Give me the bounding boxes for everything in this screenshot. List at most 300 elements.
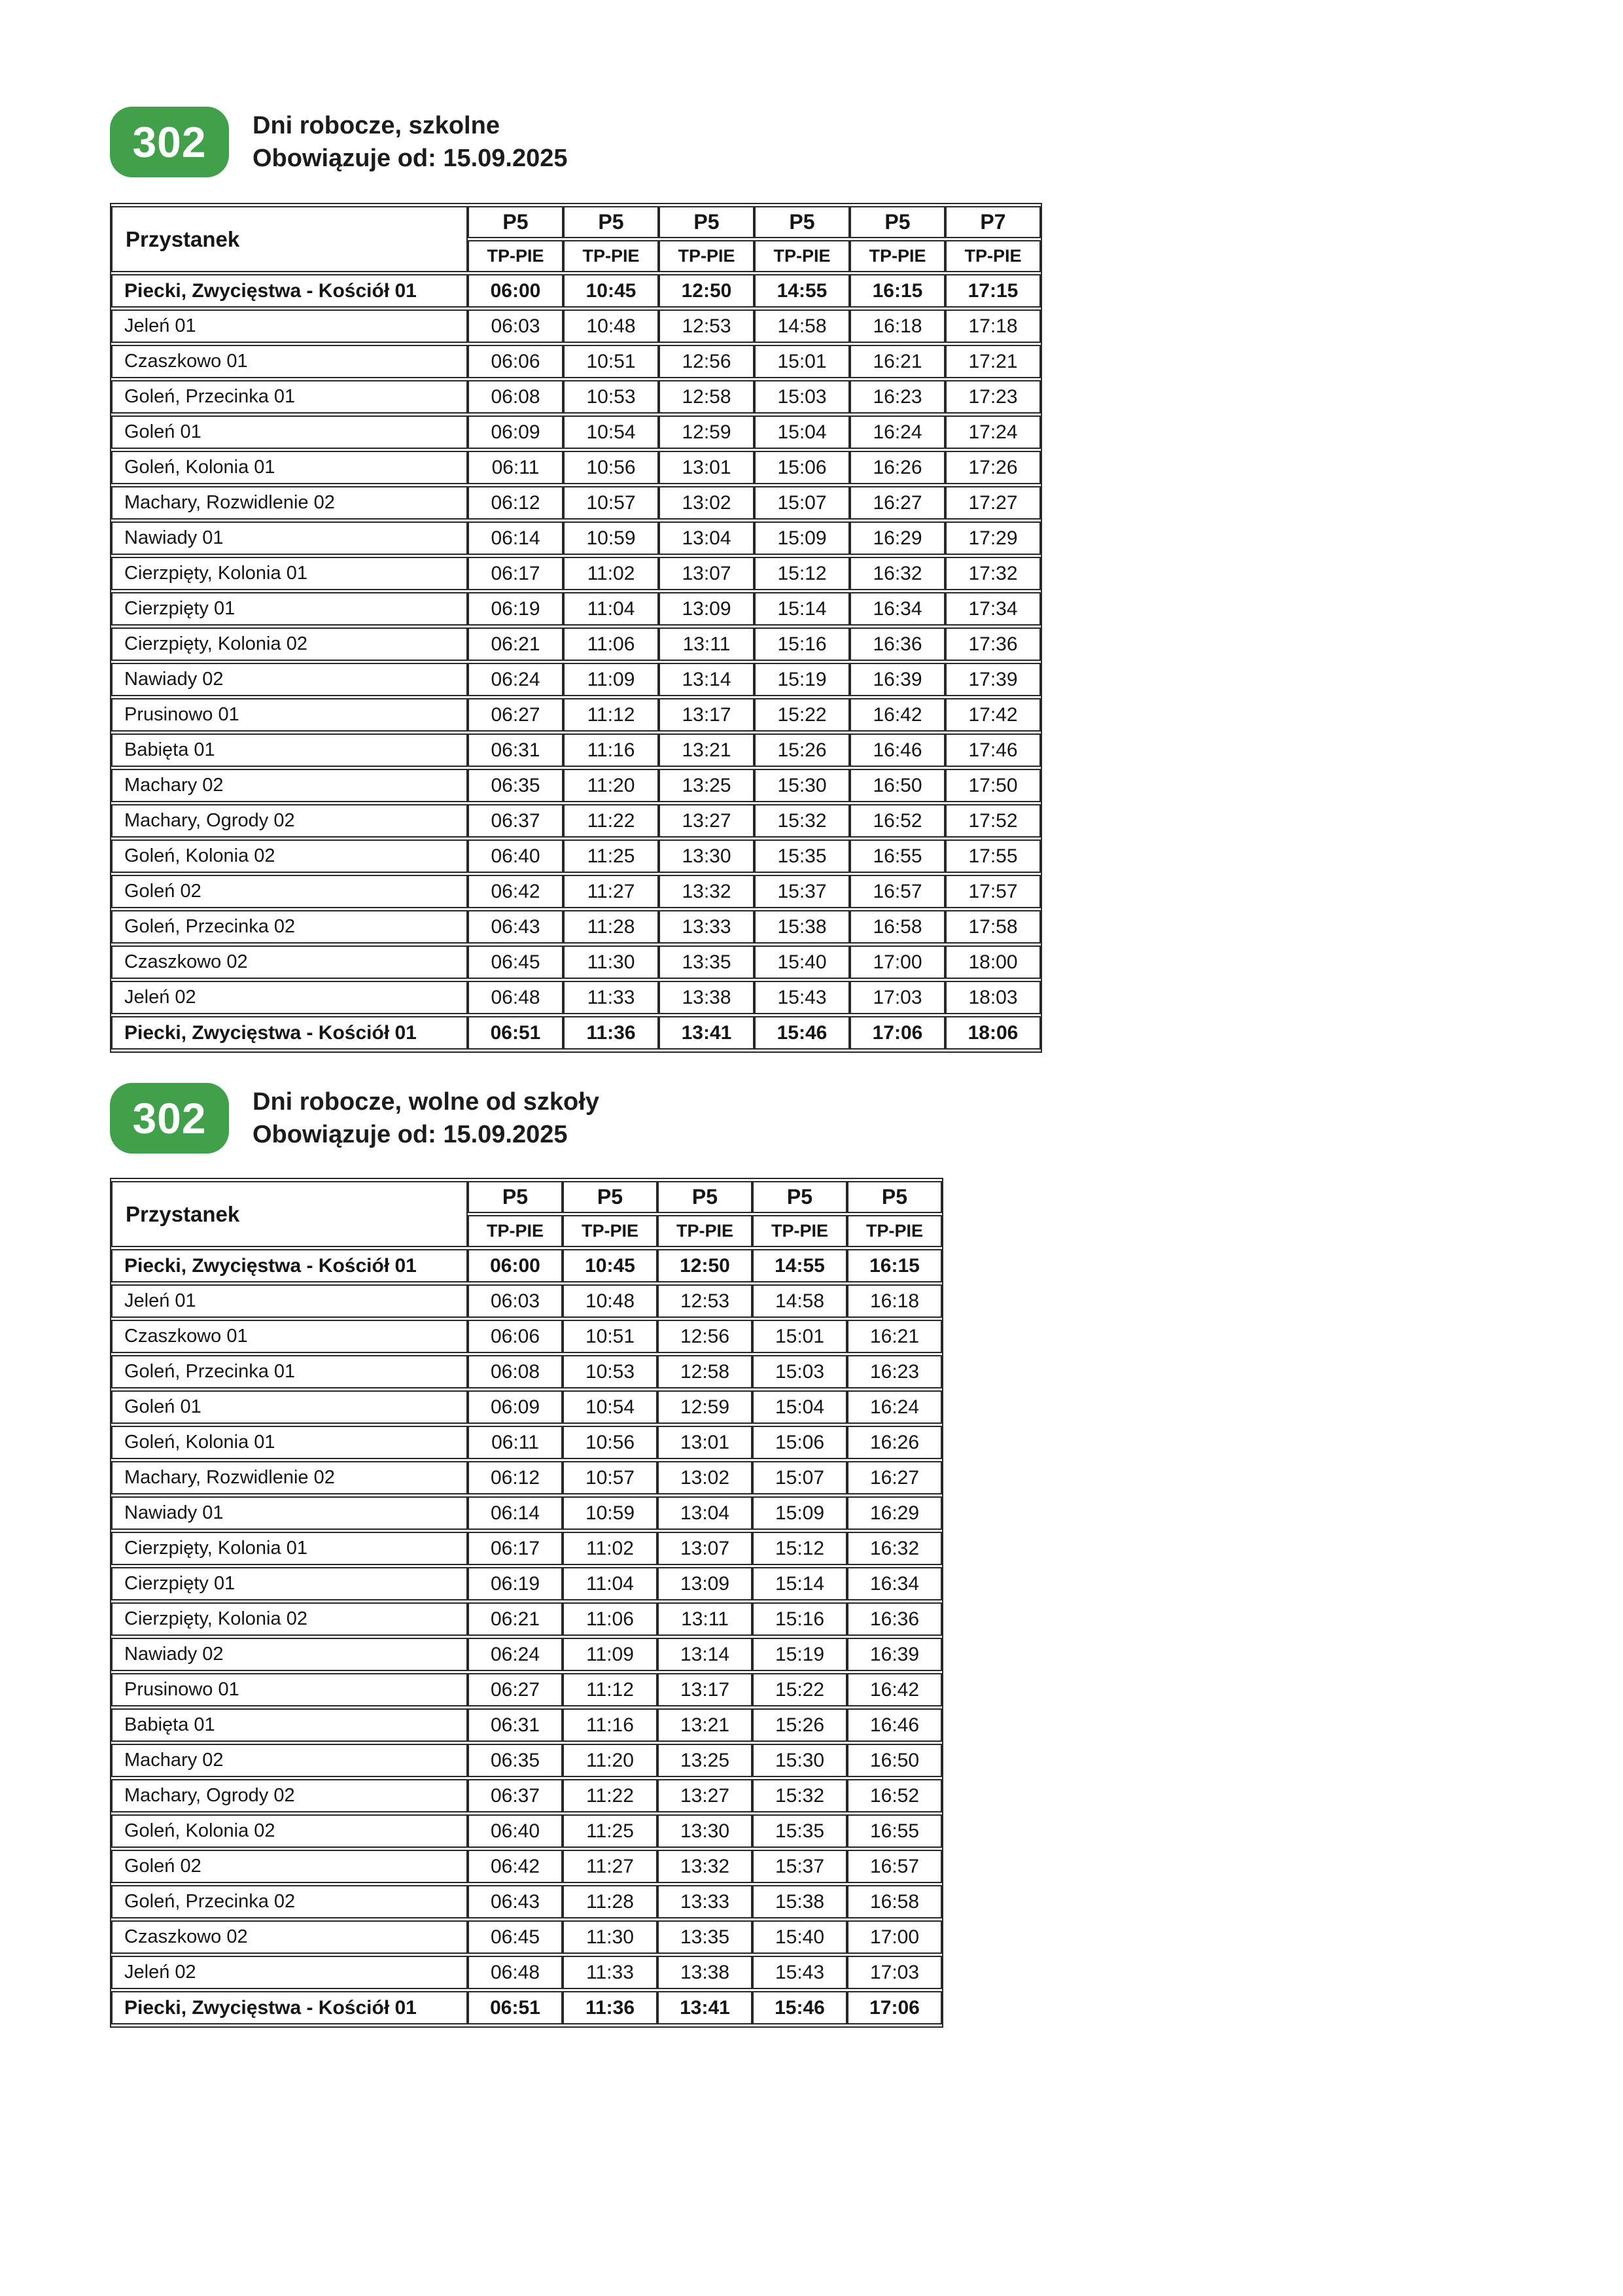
stop-cell: Goleń, Przecinka 01	[111, 380, 468, 414]
time-cell: 13:14	[659, 663, 754, 696]
time-cell: 06:43	[468, 1885, 563, 1918]
time-cell: 16:55	[850, 839, 945, 873]
table-row	[111, 839, 1041, 873]
time-cell: 06:00	[468, 1249, 563, 1282]
time-cell: 11:04	[563, 1567, 657, 1600]
stop-cell: Cierzpięty, Kolonia 01	[111, 1532, 468, 1565]
time-cell: 16:29	[847, 1496, 942, 1530]
time-cell: 06:42	[468, 1850, 563, 1883]
route-number: 302	[132, 1094, 207, 1142]
table-row	[111, 1779, 942, 1812]
stop-header-cell: Przystanek	[111, 1181, 468, 1247]
time-cell: 11:27	[563, 1850, 657, 1883]
table-row	[111, 875, 1041, 908]
time-cell: 15:16	[754, 627, 850, 661]
table-row	[111, 1638, 942, 1671]
table-row	[111, 769, 1041, 802]
time-cell: 17:34	[945, 592, 1041, 626]
time-cell: 11:02	[563, 557, 659, 590]
time-cell: 06:35	[468, 1744, 563, 1777]
time-cell: 17:24	[945, 415, 1041, 449]
time-cell: 11:06	[563, 627, 659, 661]
time-cell: 06:19	[468, 592, 563, 626]
time-cell: 06:00	[468, 274, 563, 308]
time-cell: 15:01	[752, 1320, 847, 1353]
time-cell: 11:20	[563, 769, 659, 802]
route-number: 302	[132, 118, 207, 166]
table-row	[111, 1426, 942, 1459]
vehicle-header-cell: P5	[754, 206, 850, 238]
table-row	[111, 733, 1041, 767]
section-titles	[253, 107, 568, 175]
stop-cell: Machary, Rozwidlenie 02	[111, 486, 468, 520]
time-cell: 13:38	[657, 1956, 752, 1989]
table-row	[111, 1602, 942, 1636]
time-cell: 15:06	[754, 451, 850, 484]
table-row	[111, 1708, 942, 1742]
table-row	[111, 557, 1041, 590]
time-cell: 06:27	[468, 1673, 563, 1706]
table-row	[111, 1673, 942, 1706]
table-row	[111, 1016, 1041, 1050]
table-row	[111, 1567, 942, 1600]
time-cell: 13:21	[659, 733, 754, 767]
time-cell: 14:58	[754, 309, 850, 343]
table-row	[111, 1991, 942, 2024]
time-cell: 13:25	[659, 769, 754, 802]
relation-header-cell: TP-PIE	[468, 1215, 563, 1247]
time-cell: 13:17	[657, 1673, 752, 1706]
relation-header-cell: TP-PIE	[945, 240, 1041, 272]
stop-cell: Machary 02	[111, 769, 468, 802]
table-row	[111, 380, 1041, 414]
table-row	[111, 415, 1041, 449]
stop-cell: Nawiady 01	[111, 1496, 468, 1530]
time-cell: 12:53	[659, 309, 754, 343]
time-cell: 16:26	[847, 1426, 942, 1459]
time-cell: 13:33	[659, 910, 754, 944]
time-cell: 16:21	[850, 345, 945, 378]
vehicle-header-cell: P5	[468, 206, 563, 238]
time-cell: 15:35	[752, 1814, 847, 1848]
stop-cell: Czaszkowo 01	[111, 345, 468, 378]
time-cell: 10:51	[563, 345, 659, 378]
time-cell: 16:36	[847, 1602, 942, 1636]
table-row	[111, 1956, 942, 1989]
time-cell: 15:03	[754, 380, 850, 414]
table-row	[111, 1496, 942, 1530]
time-cell: 17:36	[945, 627, 1041, 661]
route-badge	[110, 107, 229, 177]
relation-header-cell: TP-PIE	[563, 1215, 657, 1247]
time-cell: 13:04	[657, 1496, 752, 1530]
stop-cell: Machary, Rozwidlenie 02	[111, 1461, 468, 1494]
time-cell: 15:12	[752, 1532, 847, 1565]
vehicle-header-cell: P5	[468, 1181, 563, 1213]
time-cell: 16:39	[850, 663, 945, 696]
time-cell: 06:09	[468, 1390, 563, 1424]
vehicle-header-cell: P5	[563, 1181, 657, 1213]
time-cell: 13:09	[659, 592, 754, 626]
time-cell: 15:14	[754, 592, 850, 626]
service-type-title: Dni robocze, wolne od szkoły	[253, 1088, 599, 1116]
table-row	[111, 592, 1041, 626]
relation-header-cell: TP-PIE	[754, 240, 850, 272]
time-cell: 13:35	[657, 1920, 752, 1954]
time-cell: 10:48	[563, 309, 659, 343]
time-cell: 17:46	[945, 733, 1041, 767]
table-row	[111, 1814, 942, 1848]
time-cell: 15:12	[754, 557, 850, 590]
time-cell: 15:32	[752, 1779, 847, 1812]
time-cell: 17:39	[945, 663, 1041, 696]
time-cell: 06:45	[468, 945, 563, 979]
time-cell: 10:59	[563, 521, 659, 555]
stop-cell: Piecki, Zwycięstwa - Kościół 01	[111, 1016, 468, 1050]
time-cell: 13:30	[657, 1814, 752, 1848]
time-cell: 13:01	[657, 1426, 752, 1459]
time-cell: 16:18	[850, 309, 945, 343]
table-row	[111, 1532, 942, 1565]
table-row	[111, 1461, 942, 1494]
time-cell: 06:12	[468, 486, 563, 520]
time-cell: 16:55	[847, 1814, 942, 1848]
time-cell: 16:58	[850, 910, 945, 944]
time-cell: 17:00	[847, 1920, 942, 1954]
time-cell: 12:56	[659, 345, 754, 378]
time-cell: 15:16	[752, 1602, 847, 1636]
time-cell: 15:38	[754, 910, 850, 944]
stop-cell: Czaszkowo 02	[111, 945, 468, 979]
time-cell: 17:06	[847, 1991, 942, 2024]
stop-cell: Goleń 01	[111, 1390, 468, 1424]
time-cell: 15:26	[752, 1708, 847, 1742]
service-type-title: Dni robocze, szkolne	[253, 112, 500, 139]
time-cell: 11:33	[563, 1956, 657, 1989]
relation-header-cell: TP-PIE	[752, 1215, 847, 1247]
vehicle-header-cell: P5	[850, 206, 945, 238]
stop-cell: Prusinowo 01	[111, 1673, 468, 1706]
time-cell: 06:11	[468, 451, 563, 484]
stop-cell: Babięta 01	[111, 1708, 468, 1742]
stop-cell: Goleń 02	[111, 1850, 468, 1883]
time-cell: 10:51	[563, 1320, 657, 1353]
time-cell: 17:42	[945, 698, 1041, 732]
time-cell: 15:04	[752, 1390, 847, 1424]
time-cell: 15:30	[754, 769, 850, 802]
time-cell: 15:03	[752, 1355, 847, 1388]
stop-cell: Nawiady 02	[111, 1638, 468, 1671]
stop-cell: Nawiady 02	[111, 663, 468, 696]
table-row	[111, 698, 1041, 732]
time-cell: 13:02	[657, 1461, 752, 1494]
time-cell: 13:30	[659, 839, 754, 873]
section-header-school	[110, 107, 568, 177]
stop-cell: Goleń, Kolonia 02	[111, 1814, 468, 1848]
time-cell: 16:36	[850, 627, 945, 661]
time-cell: 15:19	[752, 1638, 847, 1671]
time-cell: 11:16	[563, 733, 659, 767]
table-row	[111, 1885, 942, 1918]
table-row	[111, 1390, 942, 1424]
time-cell: 10:53	[563, 1355, 657, 1388]
time-cell: 17:29	[945, 521, 1041, 555]
time-cell: 11:20	[563, 1744, 657, 1777]
time-cell: 13:11	[657, 1602, 752, 1636]
table-row	[111, 804, 1041, 838]
time-cell: 11:28	[563, 1885, 657, 1918]
time-cell: 12:59	[657, 1390, 752, 1424]
time-cell: 06:11	[468, 1426, 563, 1459]
time-cell: 17:52	[945, 804, 1041, 838]
time-cell: 11:36	[563, 1016, 659, 1050]
time-cell: 17:03	[850, 981, 945, 1014]
time-cell: 17:27	[945, 486, 1041, 520]
time-cell: 06:45	[468, 1920, 563, 1954]
time-cell: 16:34	[850, 592, 945, 626]
time-cell: 17:55	[945, 839, 1041, 873]
stop-cell: Goleń, Kolonia 01	[111, 1426, 468, 1459]
time-cell: 13:32	[659, 875, 754, 908]
timetable-table-holiday	[110, 1178, 943, 2028]
time-cell: 17:18	[945, 309, 1041, 343]
vehicle-header-cell: P5	[657, 1181, 752, 1213]
time-cell: 16:27	[847, 1461, 942, 1494]
time-cell: 11:09	[563, 1638, 657, 1671]
time-cell: 06:19	[468, 1567, 563, 1600]
time-cell: 10:45	[563, 274, 659, 308]
stop-cell: Goleń, Przecinka 01	[111, 1355, 468, 1388]
time-cell: 06:24	[468, 1638, 563, 1671]
time-cell: 15:46	[752, 1991, 847, 2024]
time-cell: 18:00	[945, 945, 1041, 979]
time-cell: 16:52	[847, 1779, 942, 1812]
time-cell: 13:32	[657, 1850, 752, 1883]
time-cell: 06:03	[468, 309, 563, 343]
time-cell: 14:55	[754, 274, 850, 308]
time-cell: 13:04	[659, 521, 754, 555]
time-cell: 06:12	[468, 1461, 563, 1494]
stop-cell: Goleń, Kolonia 01	[111, 451, 468, 484]
stop-cell: Goleń 01	[111, 415, 468, 449]
time-cell: 15:22	[752, 1673, 847, 1706]
time-cell: 06:21	[468, 1602, 563, 1636]
time-cell: 16:29	[850, 521, 945, 555]
time-cell: 13:33	[657, 1885, 752, 1918]
time-cell: 16:27	[850, 486, 945, 520]
time-cell: 16:57	[850, 875, 945, 908]
time-cell: 10:57	[563, 486, 659, 520]
time-cell: 17:03	[847, 1956, 942, 1989]
time-cell: 06:51	[468, 1991, 563, 2024]
route-badge	[110, 1083, 229, 1154]
time-cell: 12:58	[657, 1355, 752, 1388]
vehicle-header-cell: P5	[659, 206, 754, 238]
time-cell: 15:43	[754, 981, 850, 1014]
time-cell: 13:17	[659, 698, 754, 732]
header-row-vehicles	[111, 206, 1041, 238]
time-cell: 16:18	[847, 1284, 942, 1318]
time-cell: 16:50	[850, 769, 945, 802]
time-cell: 10:53	[563, 380, 659, 414]
time-cell: 15:32	[754, 804, 850, 838]
time-cell: 13:27	[657, 1779, 752, 1812]
stop-cell: Jeleń 01	[111, 309, 468, 343]
time-cell: 10:59	[563, 1496, 657, 1530]
time-cell: 16:46	[847, 1708, 942, 1742]
time-cell: 14:55	[752, 1249, 847, 1282]
time-cell: 16:34	[847, 1567, 942, 1600]
time-cell: 15:07	[754, 486, 850, 520]
time-cell: 16:58	[847, 1885, 942, 1918]
table-row	[111, 486, 1041, 520]
time-cell: 18:03	[945, 981, 1041, 1014]
time-cell: 15:09	[754, 521, 850, 555]
table-row	[111, 1284, 942, 1318]
table-row	[111, 663, 1041, 696]
time-cell: 13:41	[659, 1016, 754, 1050]
time-cell: 16:42	[847, 1673, 942, 1706]
section-titles	[253, 1083, 599, 1151]
stop-cell: Piecki, Zwycięstwa - Kościół 01	[111, 1249, 468, 1282]
time-cell: 15:07	[752, 1461, 847, 1494]
time-cell: 06:27	[468, 698, 563, 732]
time-cell: 15:37	[752, 1850, 847, 1883]
stop-cell: Goleń, Przecinka 02	[111, 910, 468, 944]
time-cell: 06:14	[468, 1496, 563, 1530]
time-cell: 11:25	[563, 1814, 657, 1848]
time-cell: 11:12	[563, 1673, 657, 1706]
stop-cell: Cierzpięty, Kolonia 01	[111, 557, 468, 590]
table-row	[111, 274, 1041, 308]
time-cell: 17:15	[945, 274, 1041, 308]
table-row	[111, 1850, 942, 1883]
table-row	[111, 981, 1041, 1014]
stop-cell: Cierzpięty 01	[111, 592, 468, 626]
time-cell: 15:35	[754, 839, 850, 873]
validity-title: Obowiązuje od: 15.09.2025	[253, 145, 568, 172]
time-cell: 06:40	[468, 1814, 563, 1848]
relation-header-cell: TP-PIE	[468, 240, 563, 272]
relation-header-cell: TP-PIE	[847, 1215, 942, 1247]
time-cell: 06:14	[468, 521, 563, 555]
time-cell: 11:09	[563, 663, 659, 696]
table-row	[111, 1920, 942, 1954]
table-row	[111, 309, 1041, 343]
time-cell: 11:22	[563, 1779, 657, 1812]
time-cell: 16:50	[847, 1744, 942, 1777]
time-cell: 16:52	[850, 804, 945, 838]
time-cell: 15:26	[754, 733, 850, 767]
time-cell: 16:42	[850, 698, 945, 732]
time-cell: 10:54	[563, 1390, 657, 1424]
time-cell: 16:23	[850, 380, 945, 414]
time-cell: 13:07	[657, 1532, 752, 1565]
time-cell: 13:01	[659, 451, 754, 484]
time-cell: 12:53	[657, 1284, 752, 1318]
stop-cell: Cierzpięty, Kolonia 02	[111, 627, 468, 661]
table-row	[111, 945, 1041, 979]
stop-cell: Jeleń 01	[111, 1284, 468, 1318]
time-cell: 17:06	[850, 1016, 945, 1050]
time-cell: 06:37	[468, 804, 563, 838]
time-cell: 17:57	[945, 875, 1041, 908]
time-cell: 17:23	[945, 380, 1041, 414]
time-cell: 11:06	[563, 1602, 657, 1636]
time-cell: 11:36	[563, 1991, 657, 2024]
time-cell: 06:48	[468, 1956, 563, 1989]
stop-cell: Czaszkowo 02	[111, 1920, 468, 1954]
time-cell: 16:15	[847, 1249, 942, 1282]
time-cell: 06:03	[468, 1284, 563, 1318]
vehicle-header-cell: P7	[945, 206, 1041, 238]
table-row	[111, 627, 1041, 661]
stop-cell: Cierzpięty, Kolonia 02	[111, 1602, 468, 1636]
stop-cell: Prusinowo 01	[111, 698, 468, 732]
header-row-vehicles	[111, 1181, 942, 1213]
stop-cell: Goleń 02	[111, 875, 468, 908]
time-cell: 15:19	[754, 663, 850, 696]
time-cell: 13:09	[657, 1567, 752, 1600]
time-cell: 13:41	[657, 1991, 752, 2024]
vehicle-header-cell: P5	[752, 1181, 847, 1213]
time-cell: 11:22	[563, 804, 659, 838]
time-cell: 18:06	[945, 1016, 1041, 1050]
table-row	[111, 345, 1041, 378]
time-cell: 15:37	[754, 875, 850, 908]
time-cell: 16:15	[850, 274, 945, 308]
table-row	[111, 1744, 942, 1777]
time-cell: 16:24	[850, 415, 945, 449]
time-cell: 06:17	[468, 557, 563, 590]
time-cell: 06:06	[468, 345, 563, 378]
time-cell: 12:59	[659, 415, 754, 449]
time-cell: 12:50	[659, 274, 754, 308]
time-cell: 14:58	[752, 1284, 847, 1318]
stop-cell: Jeleń 02	[111, 981, 468, 1014]
stop-cell: Machary 02	[111, 1744, 468, 1777]
time-cell: 15:01	[754, 345, 850, 378]
vehicle-header-cell: P5	[847, 1181, 942, 1213]
time-cell: 10:45	[563, 1249, 657, 1282]
time-cell: 17:00	[850, 945, 945, 979]
time-cell: 06:21	[468, 627, 563, 661]
time-cell: 06:08	[468, 1355, 563, 1388]
time-cell: 12:58	[659, 380, 754, 414]
time-cell: 17:26	[945, 451, 1041, 484]
table-row	[111, 521, 1041, 555]
time-cell: 11:33	[563, 981, 659, 1014]
time-cell: 10:48	[563, 1284, 657, 1318]
time-cell: 11:16	[563, 1708, 657, 1742]
time-cell: 13:38	[659, 981, 754, 1014]
time-cell: 17:50	[945, 769, 1041, 802]
time-cell: 11:28	[563, 910, 659, 944]
relation-header-cell: TP-PIE	[659, 240, 754, 272]
time-cell: 11:25	[563, 839, 659, 873]
table-row	[111, 1249, 942, 1282]
time-cell: 15:09	[752, 1496, 847, 1530]
time-cell: 13:21	[657, 1708, 752, 1742]
time-cell: 11:12	[563, 698, 659, 732]
time-cell: 10:56	[563, 451, 659, 484]
time-cell: 16:23	[847, 1355, 942, 1388]
stop-cell: Piecki, Zwycięstwa - Kościół 01	[111, 1991, 468, 2024]
time-cell: 06:37	[468, 1779, 563, 1812]
validity-title: Obowiązuje od: 15.09.2025	[253, 1121, 568, 1148]
time-cell: 06:06	[468, 1320, 563, 1353]
time-cell: 16:39	[847, 1638, 942, 1671]
